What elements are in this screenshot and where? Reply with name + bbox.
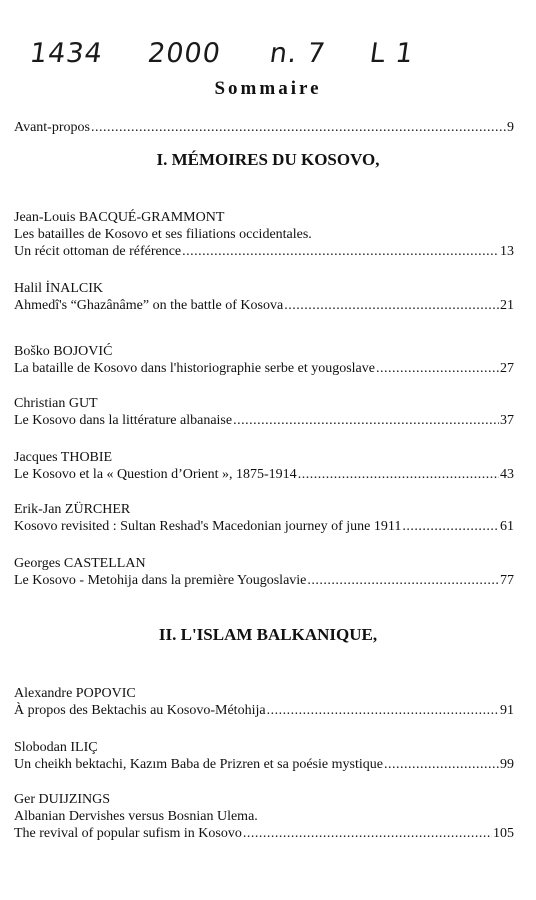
toc-entry-label: Avant-propos bbox=[14, 120, 90, 135]
section-title: II. L'ISLAM BALKANIQUE, bbox=[158, 625, 378, 644]
entry-title: La bataille de Kosovo dans l'historiographie serbe et yougoslave bbox=[14, 361, 375, 376]
entry-title: Un récit ottoman de référence bbox=[14, 244, 182, 259]
entry-title-line: Albanian Dervishes versus Bosnian Ulema. bbox=[14, 809, 258, 824]
page-number: 105 bbox=[493, 826, 514, 841]
entry-title: Le Kosovo dans la littérature albanaise bbox=[14, 413, 233, 428]
dot-leader bbox=[233, 412, 499, 429]
page-number: 77 bbox=[500, 573, 514, 588]
entry-title-last-line bbox=[14, 297, 514, 314]
entry-title-last-line bbox=[14, 572, 514, 589]
entry-title-line: Les batailles de Kosovo et ses filiations occidentales. bbox=[14, 227, 312, 242]
toc-entry bbox=[14, 555, 514, 589]
toc-entry bbox=[14, 791, 514, 842]
entry-title: Ahmedî's “Ghazânâme” on the battle of Kosova bbox=[14, 298, 284, 313]
entry-title-last-line bbox=[14, 412, 514, 429]
entry-title: The revival of popular sufism in Kosovo bbox=[14, 826, 242, 841]
entry-title-last-line bbox=[14, 360, 514, 377]
entry-author: Jean-Louis BACQUÉ-GRAMMONT bbox=[14, 210, 225, 225]
dot-leader bbox=[376, 360, 499, 377]
handwritten-annotation bbox=[27, 38, 510, 82]
page-number: 91 bbox=[500, 703, 514, 718]
entry-author: Erik-Jan ZÜRCHER bbox=[14, 502, 131, 517]
dot-leader bbox=[402, 518, 499, 535]
page-number: 37 bbox=[500, 413, 514, 428]
entry-title-last-line bbox=[14, 825, 514, 842]
entry-title-last-line bbox=[14, 702, 514, 719]
section-title: I. MÉMOIRES DU KOSOVO, bbox=[156, 150, 380, 169]
entry-author: Christian GUT bbox=[14, 396, 98, 411]
toc-entry bbox=[14, 739, 514, 773]
entry-title-last-line bbox=[14, 243, 514, 260]
dot-leader bbox=[243, 825, 492, 842]
toc-entry-avant-propos bbox=[14, 119, 514, 136]
entry-title: À propos des Bektachis au Kosovo-Métohija bbox=[14, 703, 266, 718]
handwritten-number: n. 7 bbox=[267, 38, 328, 69]
toc-entry bbox=[14, 449, 514, 483]
entry-title-last-line bbox=[14, 756, 514, 773]
dot-leader bbox=[284, 297, 499, 314]
entry-title-last-line bbox=[14, 518, 514, 535]
toc-entry bbox=[14, 395, 514, 429]
entry-author: Georges CASTELLAN bbox=[14, 556, 146, 571]
toc-entry bbox=[14, 501, 514, 535]
toc-entry bbox=[14, 209, 514, 260]
dot-leader bbox=[182, 243, 499, 260]
dot-leader bbox=[384, 756, 499, 773]
toc-entry bbox=[14, 280, 514, 314]
dot-leader bbox=[267, 702, 499, 719]
page-number: 13 bbox=[500, 244, 514, 259]
dot-leader bbox=[298, 466, 499, 483]
page-title: Sommaire bbox=[214, 78, 322, 99]
page-number: 21 bbox=[500, 298, 514, 313]
handwritten-ref: 1434 bbox=[27, 38, 105, 69]
dot-leader bbox=[307, 572, 499, 589]
entry-title: Le Kosovo et la « Question d’Orient », 1875-1914 bbox=[14, 467, 297, 482]
entry-author: Slobodan ILIÇ bbox=[14, 740, 98, 755]
handwritten-code: L 1 bbox=[367, 38, 416, 69]
entry-title: Un cheikh bektachi, Kazım Baba de Prizren et sa poésie mystique bbox=[14, 757, 383, 772]
page-number: 9 bbox=[507, 120, 514, 135]
page-number: 61 bbox=[500, 519, 514, 534]
page-number: 43 bbox=[500, 467, 514, 482]
page-number: 27 bbox=[500, 361, 514, 376]
entry-title: Kosovo revisited : Sultan Reshad's Macedonian journey of june 1911 bbox=[14, 519, 402, 534]
entry-author: Jacques THOBIE bbox=[14, 450, 113, 465]
entry-title: Le Kosovo - Metohija dans la première Yougoslavie bbox=[14, 573, 307, 588]
handwritten-year: 2000 bbox=[145, 38, 223, 69]
entry-author: Boško BOJOVIĆ bbox=[14, 344, 113, 359]
toc-entry bbox=[14, 685, 514, 719]
entry-author: Halil İNALCIK bbox=[14, 281, 104, 296]
page-number: 99 bbox=[500, 757, 514, 772]
entry-title-last-line bbox=[14, 466, 514, 483]
dot-leader bbox=[91, 119, 506, 136]
toc-entry bbox=[14, 343, 514, 377]
entry-author: Ger DUIJZINGS bbox=[14, 792, 111, 807]
entry-author: Alexandre POPOVIC bbox=[14, 686, 136, 701]
